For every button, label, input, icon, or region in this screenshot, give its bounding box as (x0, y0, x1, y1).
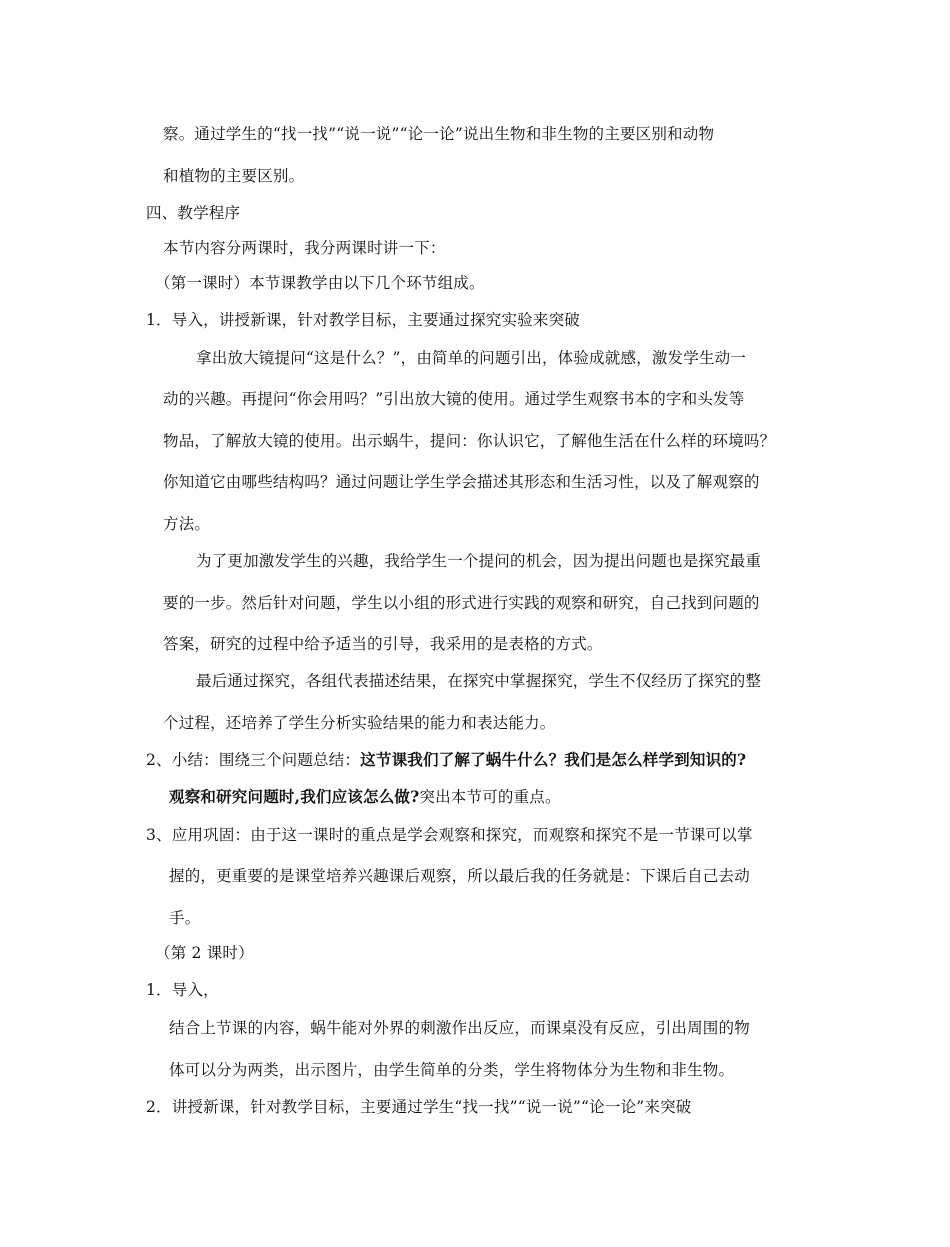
list-item: 1．导入， (146, 981, 219, 999)
lesson-label: （第 2 课时） (155, 944, 254, 962)
list-item-label: 2、小结：围绕三个问题总结： (146, 751, 361, 769)
paragraph-line: 要的一步。然后针对问题，学生以小组的形式进行实践的观察和研究，自己找到问题的 (163, 594, 760, 612)
paragraph-line: 拿出放大镜提问“这是什么？”，由简单的问题引出，体验成就感，激发学生动一 (196, 349, 747, 367)
paragraph-line: 和植物的主要区别。 (163, 167, 305, 185)
list-item: 2．讲授新课，针对教学目标，主要通过学生“找一找”“说一说”“论一论”来突破 (146, 1098, 692, 1116)
paragraph-line: 你知道它由哪些结构吗？通过问题让学生学会描述其形态和生活习性，以及了解观察的 (163, 473, 760, 491)
list-item (146, 750, 746, 770)
paragraph-line: 物品，了解放大镜的使用。出示蜗牛，提问：你认识它，了解他生活在什么样的环境吗？ (163, 432, 776, 450)
paragraph-line: 答案，研究的过程中给予适当的引导，我采用的是表格的方式。 (163, 635, 603, 653)
paragraph-line: 体可以分为两类，出示图片，由学生简单的分类，学生将物体分为生物和非生物。 (169, 1061, 735, 1079)
list-item-continuation (169, 787, 561, 807)
bold-question: 这节课我们了解了蜗牛什么？我们是怎么样学到知识的? (360, 750, 747, 769)
paragraph-line: 手。 (169, 909, 201, 927)
paragraph-line: 最后通过探究，各组代表描述结果，在探究中掌握探究，学生不仅经历了探究的整 (196, 672, 762, 690)
paragraph-line: 察。通过学生的“找一找”“说一说”“论一论”说出生物和非生物的主要区别和动物 (163, 125, 715, 143)
paragraph-line: 握的，更重要的是课堂培养兴趣课后观察，所以最后我的任务就是：下课后自己去动 (169, 867, 750, 885)
bold-question: 观察和研究问题时,我们应该怎么做? (169, 787, 420, 806)
paragraph-line: 结合上节课的内容，蜗牛能对外界的刺激作出反应，而课桌没有反应，引出周围的物 (169, 1019, 750, 1037)
paragraph-line: 为了更加激发学生的兴趣，我给学生一个提问的机会，因为提出问题也是探究最重 (196, 552, 762, 570)
section-heading: 四、教学程序 (146, 204, 241, 222)
list-item: 1．导入，讲授新课，针对教学目标，主要通过探究实验来突破 (146, 311, 580, 329)
paragraph-line: 方法。 (163, 515, 211, 533)
paragraph-line: 动的兴趣。再提问“你会用吗？”引出放大镜的使用。通过学生观察书本的字和头发等 (163, 390, 745, 408)
paragraph-line: 个过程，还培养了学生分析实验结果的能力和表达能力。 (163, 714, 556, 732)
paragraph-line: 本节内容分两课时，我分两课时讲一下： (163, 239, 446, 257)
paragraph-text: 突出本节可的重点。 (419, 788, 561, 806)
list-item: 3、应用巩固：由于这一课时的重点是学会观察和探究，而观察和探究不是一节课可以掌 (146, 826, 753, 844)
lesson-label: （第一课时）本节课教学由以下几个环节组成。 (155, 274, 485, 292)
